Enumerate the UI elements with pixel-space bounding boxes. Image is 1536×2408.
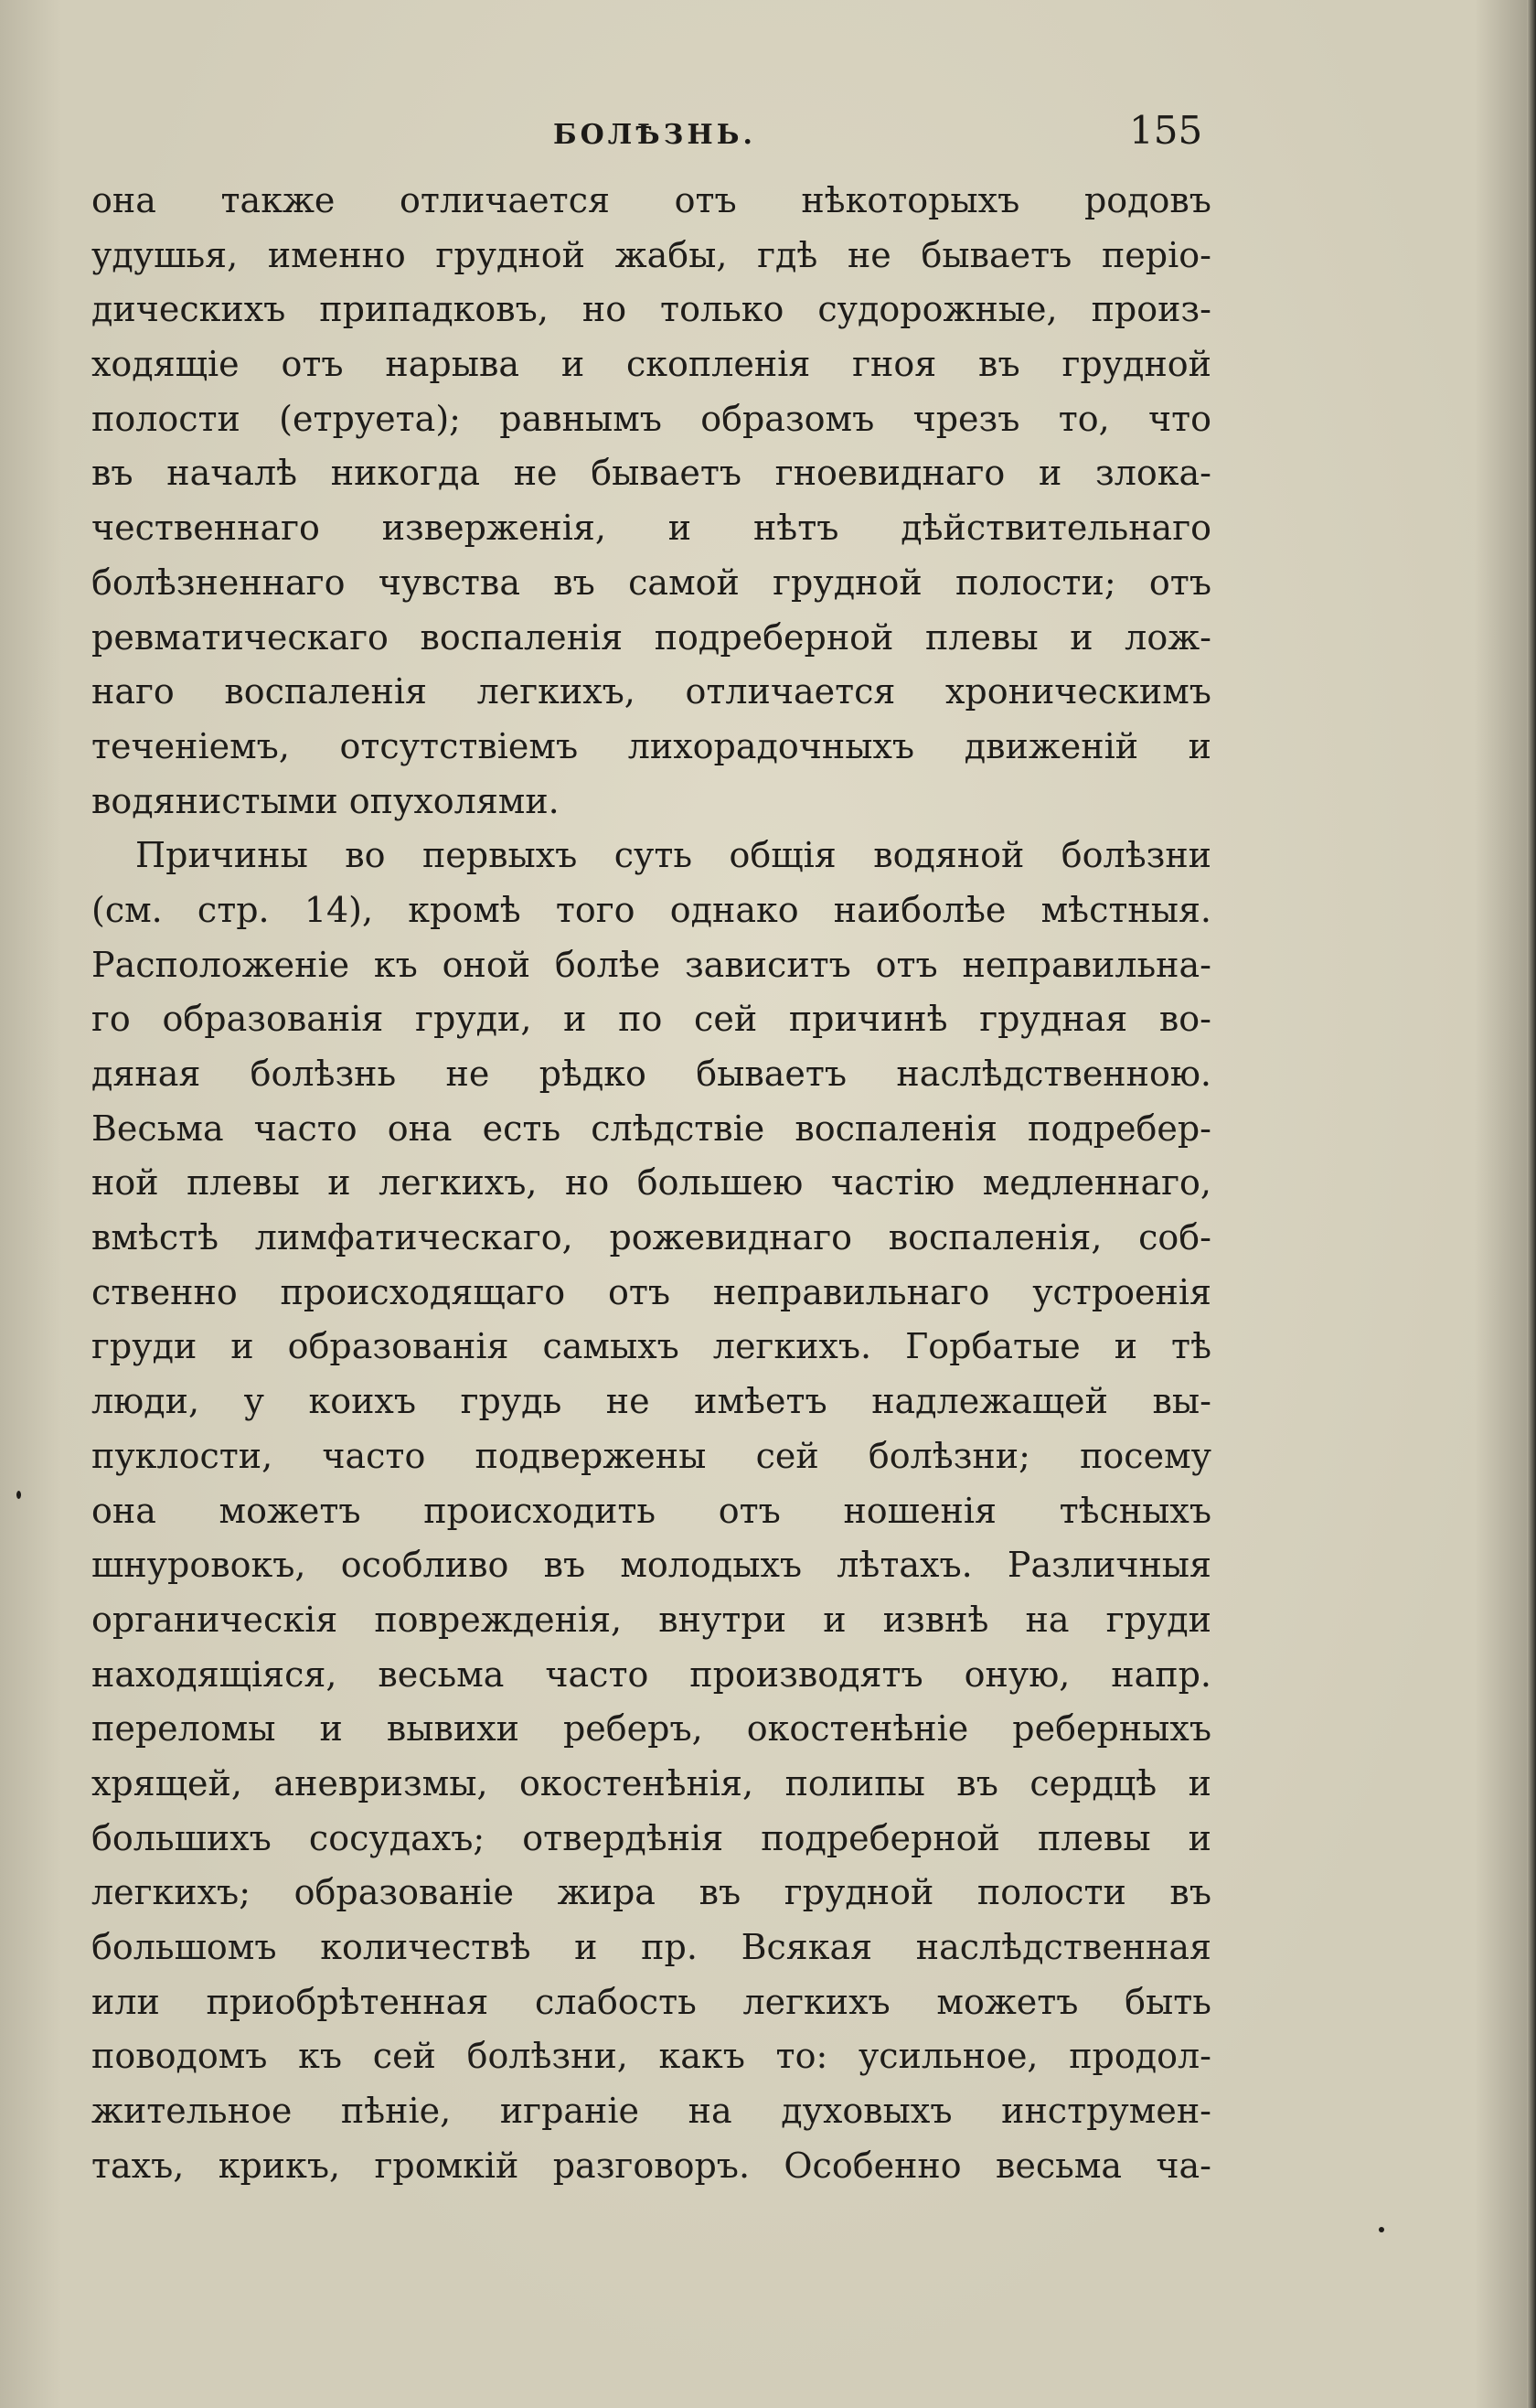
text-line: тахъ, крикъ, громкій разговоръ. Особенно весьма ча- (91, 2145, 1211, 2186)
text-line: Весьма часто она есть слѣдствіе воспаленія подребер- (91, 1108, 1211, 1149)
text-line: ственно происходящаго отъ неправильнаго устроенія (91, 1271, 1211, 1312)
text-line: или приобрѣтенная слабость легкихъ можетъ быть (91, 1981, 1211, 2022)
text-line: теченіемъ, отсутствіемъ лихорадочныхъ движеній и (91, 725, 1211, 766)
text-line: ной плевы и легкихъ, но большею частію медленнаго, (91, 1162, 1211, 1204)
text-line: ревматическаго воспаленія подреберной плевы и лож- (91, 616, 1211, 658)
text-line: пуклости, часто подвержены сей болѣзни; посему (91, 1435, 1211, 1476)
paragraph-start-line: Причины во первыхъ суть общія водяной болѣзни (135, 835, 1211, 876)
ink-speck (16, 1491, 21, 1499)
text-line: чественнаго изверженія, и нѣтъ дѣйствительнаго (91, 508, 1211, 549)
page-header (91, 108, 1207, 163)
text-line: поводомъ къ сей болѣзни, какъ то: усильное, продол- (91, 2036, 1211, 2077)
text-line: она также отличается отъ нѣкоторыхъ родовъ (91, 180, 1211, 220)
text-line: полости (етруета); равнымъ образомъ чрезъ то, что (91, 398, 1211, 439)
page-number: 155 (1129, 108, 1203, 153)
text-line: груди и образованія самыхъ легкихъ. Горбатые и тѣ (91, 1326, 1211, 1367)
text-line: большихъ сосудахъ; отвердѣнія подреберной плевы и (91, 1817, 1211, 1858)
text-line: (см. стр. 14), кромѣ того однако наиболѣе мѣстныя. (91, 889, 1211, 930)
text-line: органическія поврежденія, внутри и извнѣ на груди (91, 1599, 1211, 1640)
text-line: вмѣстѣ лимфатическаго, рожевиднаго воспаленія, соб- (91, 1217, 1211, 1258)
text-line: въ началѣ никогда не бываетъ гноевиднаго и злока- (91, 453, 1211, 494)
text-line: дяная болѣзнь не рѣдко бываетъ наслѣдственною. (91, 1054, 1211, 1094)
text-line: большомъ количествѣ и пр. Всякая наслѣдственная (91, 1927, 1211, 1967)
text-line: находящіяся, весьма часто производятъ оную, напр. (91, 1653, 1211, 1695)
text-line: жительное пѣніе, играніе на духовыхъ инструмен- (91, 2091, 1211, 2132)
text-line: переломы и вывихи реберъ, окостенѣніе реберныхъ (91, 1708, 1211, 1750)
text-line: Расположеніе къ оной болѣе зависитъ отъ неправильна- (91, 944, 1211, 985)
text-line: шнуровокъ, особливо въ молодыхъ лѣтахъ. Различныя (91, 1545, 1211, 1586)
text-line: водянистыми опухолями. (91, 780, 560, 821)
text-line: наго воспаленія легкихъ, отличается хроническимъ (91, 671, 1211, 712)
text-line: она можетъ происходить отъ ношенія тѣсныхъ (91, 1490, 1211, 1531)
text-line: хрящей, аневризмы, окостенѣнія, полипы въ сердцѣ и (91, 1762, 1211, 1803)
ink-speck (1379, 2227, 1384, 2232)
page-edge-shadow (1527, 0, 1536, 2408)
text-line: люди, у коихъ грудь не имѣетъ надлежащей вы- (91, 1381, 1211, 1422)
body-text (91, 174, 1211, 2193)
running-head: БОЛѢЗНЬ. (553, 119, 756, 151)
text-line: болѣзненнаго чувства въ самой грудной полости; отъ (91, 562, 1211, 603)
text-line: легкихъ; образованіе жира въ грудной полости въ (91, 1872, 1211, 1913)
text-line: го образованія груди, и по сей причинѣ грудная во- (91, 999, 1211, 1040)
text-line: удушья, именно грудной жабы, гдѣ не бываетъ періо- (91, 234, 1211, 275)
text-line: ходящіе отъ нарыва и скопленія гноя въ грудной (91, 344, 1211, 385)
text-line: дическихъ припадковъ, но только судорожные, произ- (91, 289, 1211, 330)
